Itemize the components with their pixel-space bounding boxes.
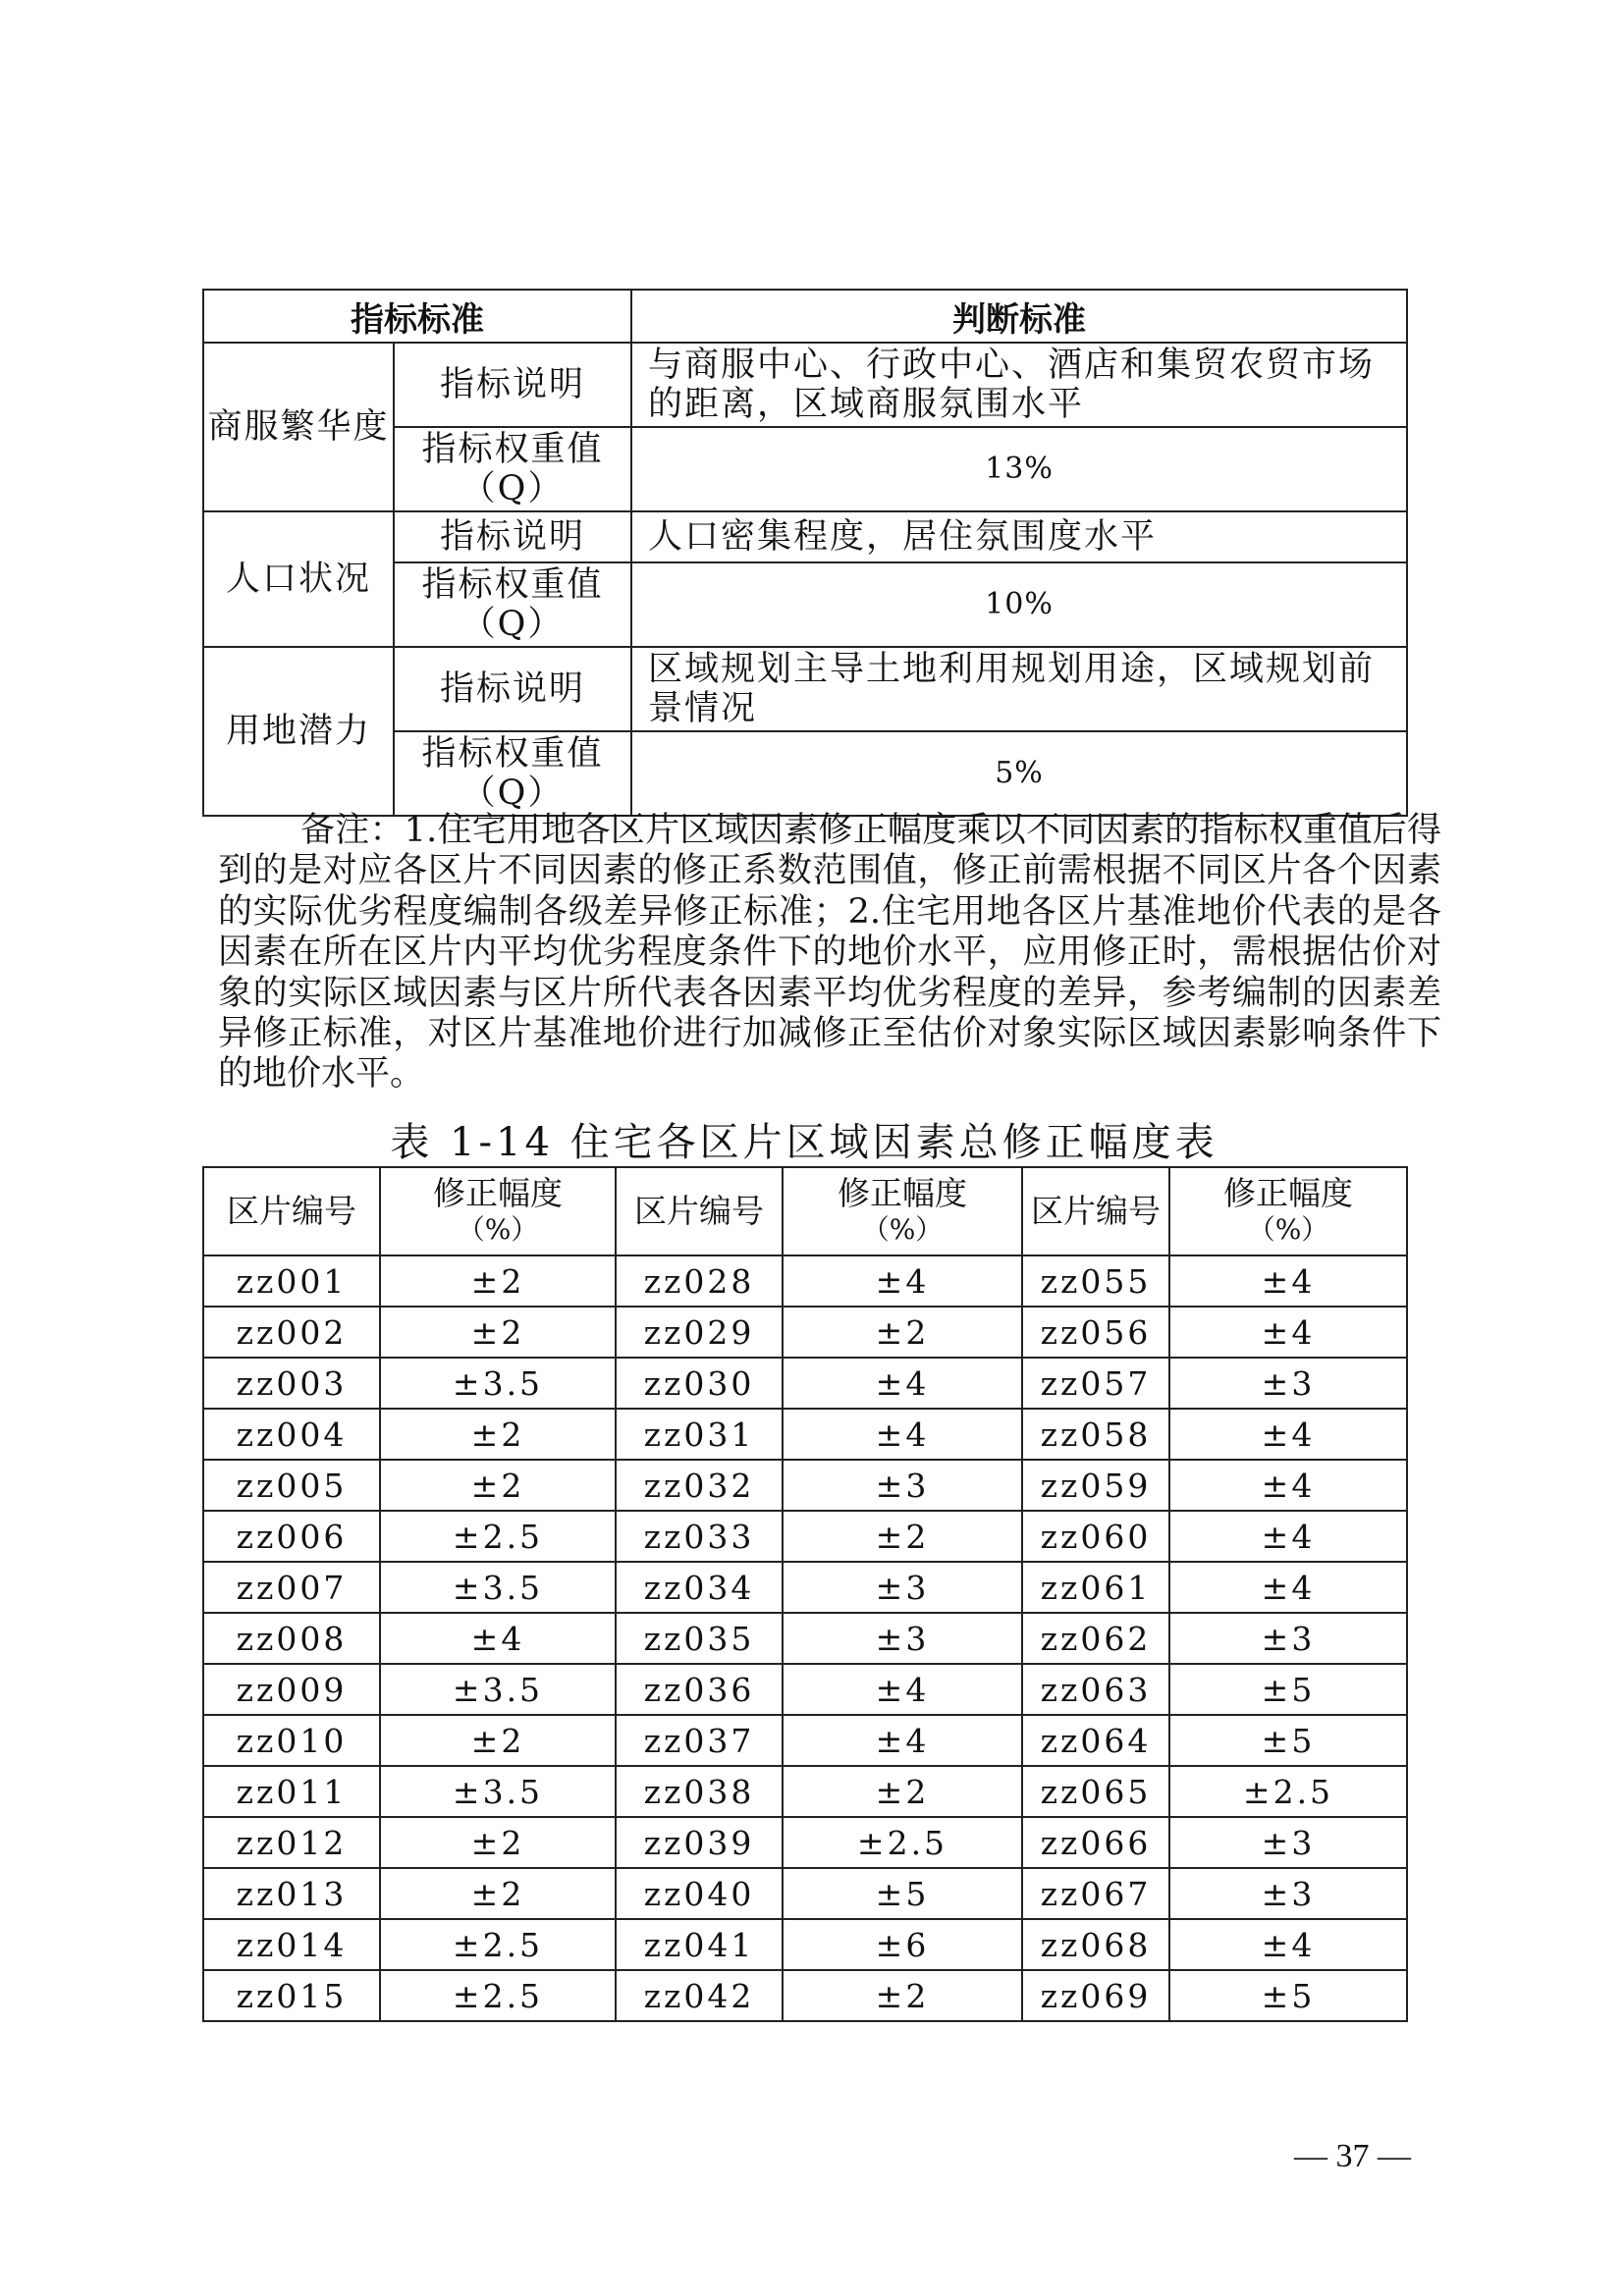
header-unit: （%） [1247, 1213, 1329, 1246]
zone-id-cell: zz032 [616, 1460, 783, 1511]
adjustment-cell: ±4 [380, 1613, 616, 1664]
zone-id-cell: zz011 [203, 1766, 380, 1817]
zone-id-cell: zz005 [203, 1460, 380, 1511]
header-adjustment [1169, 1167, 1407, 1255]
zone-id-cell: zz007 [203, 1562, 380, 1613]
zone-adjustment-table [202, 1166, 1408, 2022]
zone-id-cell: zz058 [1022, 1409, 1169, 1460]
adjustment-cell: ±2 [783, 1970, 1022, 2021]
adjustment-cell: ±5 [783, 1868, 1022, 1919]
desc-label-cell: 指标说明 [394, 511, 631, 562]
table-row [203, 1255, 1407, 1307]
table-row [203, 1460, 1407, 1511]
header-zone-id: 区片编号 [203, 1167, 380, 1255]
zone-id-cell: zz057 [1022, 1358, 1169, 1409]
zone-id-cell: zz012 [203, 1817, 380, 1868]
zone-id-cell: zz008 [203, 1613, 380, 1664]
zone-id-cell: zz006 [203, 1511, 380, 1562]
weight-label-cell: 指标权重值（Q） [394, 427, 631, 511]
table-note: 备注：1.住宅用地各区片区域因素修正幅度乘以不同因素的指标权重值后得到的是对应各区片不同因素的修正系数范围值，修正前需根据不同区片各个因素的实际优劣程度编制各级差异修正标准；2.住宅用地各区片基准地价代表的是各因素在所在区片内平均优劣程度条件下的地价水平，应用修正时，需根据估价对象的实际区域因素与区片所代表各因素平均优劣程度的差异，参考编制的因素差异修正标准，对区片基准地价进行加减修正至估价对象实际区域因素影响条件下的地价水平。 [218, 811, 1441, 1095]
adjustment-cell: ±2 [380, 1409, 616, 1460]
header-adjustment-label: 修正幅度 [1223, 1174, 1353, 1212]
adjustment-cell: ±4 [1169, 1511, 1407, 1562]
adjustment-cell: ±2.5 [1169, 1766, 1407, 1817]
adjustment-cell: ±4 [1169, 1460, 1407, 1511]
desc-label-cell: 指标说明 [394, 647, 631, 731]
adjustment-cell: ±2 [783, 1307, 1022, 1358]
adjustment-cell: ±2 [380, 1460, 616, 1511]
zone-id-cell: zz042 [616, 1970, 783, 2021]
header-zone-id: 区片编号 [616, 1167, 783, 1255]
adjustment-cell: ±3 [1169, 1868, 1407, 1919]
zone-id-cell: zz069 [1022, 1970, 1169, 2021]
criteria-row [203, 647, 1407, 731]
table-row [203, 1409, 1407, 1460]
zone-id-cell: zz015 [203, 1970, 380, 2021]
adjustment-cell: ±4 [783, 1358, 1022, 1409]
adjustment-cell: ±5 [1169, 1970, 1407, 2021]
zone-id-cell: zz056 [1022, 1307, 1169, 1358]
desc-cell: 与商服中心、行政中心、酒店和集贸农贸市场的距离，区域商服氛围水平 [631, 343, 1407, 427]
header-indicator-standard: 指标标准 [203, 290, 631, 343]
criteria-header-row [203, 290, 1407, 343]
header-zone-id: 区片编号 [1022, 1167, 1169, 1255]
adjustment-cell: ±4 [783, 1255, 1022, 1307]
weight-cell: 13% [631, 427, 1407, 511]
adjustment-cell: ±2.5 [380, 1511, 616, 1562]
adjustment-cell: ±4 [783, 1715, 1022, 1766]
adjustment-cell: ±3 [1169, 1613, 1407, 1664]
zone-id-cell: zz001 [203, 1255, 380, 1307]
zone-id-cell: zz037 [616, 1715, 783, 1766]
adjustment-cell: ±2.5 [380, 1919, 616, 1970]
zone-id-cell: zz002 [203, 1307, 380, 1358]
table-row [203, 1919, 1407, 1970]
adjustment-cell: ±6 [783, 1919, 1022, 1970]
header-adjustment [783, 1167, 1022, 1255]
zone-id-cell: zz009 [203, 1664, 380, 1715]
factor-cell: 商服繁华度 [203, 343, 394, 511]
table-row [203, 1664, 1407, 1715]
adjustment-cell: ±4 [1169, 1255, 1407, 1307]
header-unit: （%） [457, 1213, 539, 1246]
table-row [203, 1817, 1407, 1868]
adjustment-cell: ±2.5 [783, 1817, 1022, 1868]
zone-id-cell: zz004 [203, 1409, 380, 1460]
criteria-row [203, 343, 1407, 427]
adjustment-cell: ±3.5 [380, 1766, 616, 1817]
zone-id-cell: zz059 [1022, 1460, 1169, 1511]
weight-cell: 5% [631, 731, 1407, 816]
zone-id-cell: zz055 [1022, 1255, 1169, 1307]
table-title: 表 1-14 住宅各区片区域因素总修正幅度表 [390, 1120, 1218, 1165]
table-row [203, 1715, 1407, 1766]
weight-label-cell: 指标权重值（Q） [394, 562, 631, 647]
desc-cell: 人口密集程度，居住氛围度水平 [631, 511, 1407, 562]
zone-id-cell: zz068 [1022, 1919, 1169, 1970]
adjustment-cell: ±3.5 [380, 1358, 616, 1409]
adjustment-cell: ±3 [1169, 1358, 1407, 1409]
zone-id-cell: zz010 [203, 1715, 380, 1766]
zone-id-cell: zz040 [616, 1868, 783, 1919]
factor-cell: 用地潜力 [203, 647, 394, 816]
adjustment-cell: ±2 [380, 1817, 616, 1868]
zone-id-cell: zz035 [616, 1613, 783, 1664]
zone-id-cell: zz003 [203, 1358, 380, 1409]
zone-id-cell: zz030 [616, 1358, 783, 1409]
adjustment-cell: ±3 [783, 1613, 1022, 1664]
table-row [203, 1511, 1407, 1562]
table-row [203, 1766, 1407, 1817]
table-row [203, 1868, 1407, 1919]
adjustment-cell: ±2 [380, 1255, 616, 1307]
adjustment-cell: ±3.5 [380, 1562, 616, 1613]
factor-cell: 人口状况 [203, 511, 394, 647]
zone-id-cell: zz033 [616, 1511, 783, 1562]
adjustment-cell: ±4 [1169, 1409, 1407, 1460]
zone-id-cell: zz063 [1022, 1664, 1169, 1715]
adjustment-cell: ±4 [783, 1664, 1022, 1715]
header-adjustment-label: 修正幅度 [433, 1174, 563, 1212]
zone-id-cell: zz039 [616, 1817, 783, 1868]
zone-id-cell: zz061 [1022, 1562, 1169, 1613]
page-number: — 37 — [1294, 2138, 1411, 2174]
zone-id-cell: zz029 [616, 1307, 783, 1358]
weight-label-cell: 指标权重值（Q） [394, 731, 631, 816]
adjustment-cell: ±3 [783, 1460, 1022, 1511]
adjustment-cell: ±2 [380, 1868, 616, 1919]
adjustment-cell: ±4 [783, 1409, 1022, 1460]
zone-id-cell: zz031 [616, 1409, 783, 1460]
zone-id-cell: zz066 [1022, 1817, 1169, 1868]
table-row [203, 1358, 1407, 1409]
adjustment-cell: ±2.5 [380, 1970, 616, 2021]
desc-cell: 区域规划主导土地利用规划用途，区域规划前景情况 [631, 647, 1407, 731]
adjustment-cell: ±4 [1169, 1919, 1407, 1970]
header-adjustment [380, 1167, 616, 1255]
zone-id-cell: zz013 [203, 1868, 380, 1919]
adjustment-cell: ±2 [380, 1715, 616, 1766]
adjustment-cell: ±4 [1169, 1562, 1407, 1613]
adjustment-cell: ±3 [783, 1562, 1022, 1613]
adjustment-cell: ±4 [1169, 1307, 1407, 1358]
zone-id-cell: zz060 [1022, 1511, 1169, 1562]
zone-id-cell: zz014 [203, 1919, 380, 1970]
zone-id-cell: zz062 [1022, 1613, 1169, 1664]
adjustment-cell: ±5 [1169, 1715, 1407, 1766]
zone-id-cell: zz041 [616, 1919, 783, 1970]
zone-id-cell: zz064 [1022, 1715, 1169, 1766]
table-row [203, 1562, 1407, 1613]
zone-table-body [203, 1255, 1407, 2021]
adjustment-cell: ±3 [1169, 1817, 1407, 1868]
adjustment-cell: ±2 [783, 1766, 1022, 1817]
header-adjustment-label: 修正幅度 [838, 1174, 967, 1212]
header-judgement-standard: 判断标准 [631, 290, 1407, 343]
table-row [203, 1307, 1407, 1358]
adjustment-cell: ±3.5 [380, 1664, 616, 1715]
table-row [203, 1613, 1407, 1664]
adjustment-cell: ±2 [380, 1307, 616, 1358]
zone-id-cell: zz036 [616, 1664, 783, 1715]
zone-id-cell: zz028 [616, 1255, 783, 1307]
zone-id-cell: zz067 [1022, 1868, 1169, 1919]
zone-id-cell: zz038 [616, 1766, 783, 1817]
header-unit: （%） [861, 1213, 944, 1246]
weight-cell: 10% [631, 562, 1407, 647]
table-row [203, 1970, 1407, 2021]
criteria-table [202, 289, 1408, 817]
zone-header-row [203, 1167, 1407, 1255]
adjustment-cell: ±5 [1169, 1664, 1407, 1715]
desc-label-cell: 指标说明 [394, 343, 631, 427]
adjustment-cell: ±2 [783, 1511, 1022, 1562]
criteria-row [203, 511, 1407, 562]
zone-id-cell: zz034 [616, 1562, 783, 1613]
zone-id-cell: zz065 [1022, 1766, 1169, 1817]
